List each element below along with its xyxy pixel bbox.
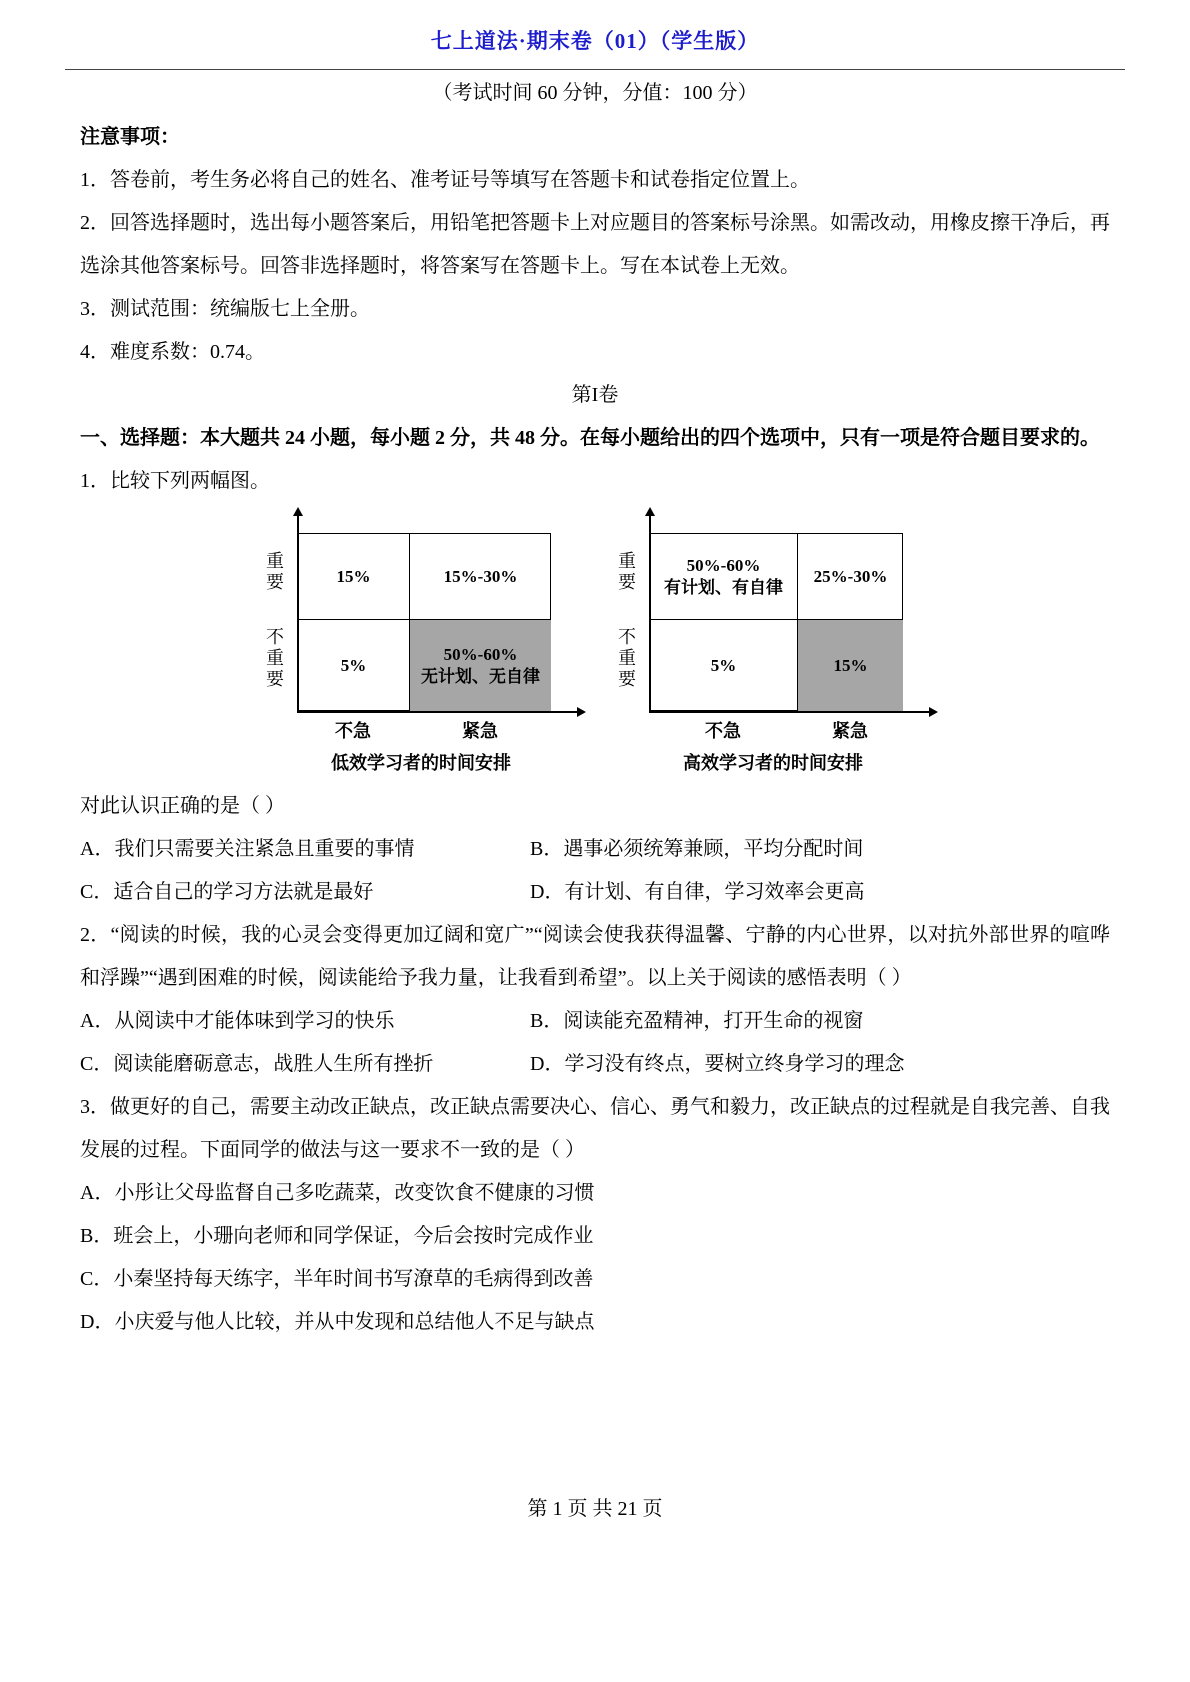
matrix-cell-top-left: 15% [297,533,409,619]
matrix-cell-bottom-right: 15% [797,619,903,711]
q1-options-row-1 [80,828,1110,871]
matrix-caption: 低效学习者的时间安排 [331,753,511,773]
x-axis-labels [649,717,903,745]
q1-option-d: D．有计划、有自律，学习效率会更高 [530,881,865,903]
q1-options-row-2 [80,871,1110,914]
q2-option-a: A．从阅读中才能体味到学习的快乐 [80,1010,395,1032]
cell-description: 有计划、有自律 [664,577,783,597]
time-matrix-high-efficiency [603,511,939,783]
matrix-cell-top-right: 25%-30% [797,533,903,619]
x-axis-labels [297,717,551,745]
x-axis-arrow-icon [577,707,586,717]
y-label-important: 重要 [616,551,636,593]
x-axis-line [649,711,931,713]
q3-option-b: B．班会上，小珊向老师和同学保证，今后会按时完成作业 [80,1225,594,1247]
q3-stem: 3．做更好的自己，需要主动改正缺点，改正缺点需要决心、信心、勇气和毅力，改正缺点的过程就是自我完善、自我发展的过程。下面同学的做法与这一要求不一致的是（ ） [80,1096,1110,1161]
part-label: 第I卷 [571,384,619,406]
q3-option-a: A．小彤让父母监督自己多吃蔬菜，改变饮食不健康的习惯 [80,1182,595,1204]
matrix-cell-top-left [649,533,797,619]
section-heading: 一、选择题：本大题共 24 小题，每小题 2 分，共 48 分。在每小题给出的四个选项中，只有一项是符合题目要求的。 [80,427,1100,449]
matrix-grid [649,533,903,711]
q2-options-row-1 [80,1000,1110,1043]
page-title: 七上道法·期末卷（01）（学生版） [430,29,760,53]
q1-prompt: 对此认识正确的是（ ） [80,795,285,817]
matrix-caption: 高效学习者的时间安排 [683,753,863,773]
q1-option-c: C．适合自己的学习方法就是最好 [80,881,374,903]
x-label-not-urgent: 不急 [705,721,741,741]
exam-subtitle: （考试时间 60 分钟，分值：100 分） [432,82,758,104]
matrix-cell-bottom-left: 5% [297,619,409,711]
q1-option-a: A．我们只需要关注紧急且重要的事情 [80,838,415,860]
x-label-urgent: 紧急 [832,721,868,741]
q2-options-row-2 [80,1043,1110,1086]
q1-figures [80,511,1110,783]
y-axis-arrow-icon [293,507,303,516]
x-label-urgent: 紧急 [462,721,498,741]
q3-option-d: D．小庆爱与他人比较，并从中发现和总结他人不足与缺点 [80,1311,595,1333]
notice-item-4: 4．难度系数：0.74。 [80,341,265,363]
notice-heading: 注意事项： [80,126,180,148]
x-label-not-urgent: 不急 [335,721,371,741]
q1-stem: 1．比较下列两幅图。 [80,470,270,492]
q2-option-d: D．学习没有终点，要树立终身学习的理念 [530,1053,905,1075]
cell-description: 无计划、无自律 [421,666,540,686]
q3-option-c: C．小秦坚持每天练字，半年时间书写潦草的毛病得到改善 [80,1268,594,1290]
matrix-grid [297,533,551,711]
notice-item-3: 3．测试范围：统编版七上全册。 [80,298,370,320]
time-matrix-low-efficiency [251,511,587,783]
y-label-not-important: 不重要 [264,627,284,690]
y-axis-arrow-icon [645,507,655,516]
notice-item-2: 2．回答选择题时，选出每小题答案后，用铅笔把答题卡上对应题目的答案标号涂黑。如需改动，用橡皮擦干净后，再选涂其他答案标号。回答非选择题时，将答案写在答题卡上。写在本试卷上无效。 [80,212,1110,277]
matrix-cell-bottom-right [409,619,551,711]
x-axis-arrow-icon [929,707,938,717]
q1-option-b: B．遇事必须统筹兼顾，平均分配时间 [530,838,864,860]
y-label-important: 重要 [264,551,284,593]
page-number: 第 1 页 共 21 页 [527,1498,663,1520]
q2-stem: 2．“阅读的时候，我的心灵会变得更加辽阔和宽广”“阅读会使我获得温馨、宁静的内心世界，以对抗外部世界的喧哗和浮躁”“遇到困难的时候，阅读能给予我力量，让我看到希望”。以上关于阅读的感悟表明（ ） [80,924,1110,989]
matrix-cell-bottom-left: 5% [649,619,797,711]
q2-option-b: B．阅读能充盈精神，打开生命的视窗 [530,1010,864,1032]
cell-percentage: 50%-60% [443,644,518,664]
notice-item-1: 1．答卷前，考生务必将自己的姓名、准考证号等填写在答题卡和试卷指定位置上。 [80,169,810,191]
cell-percentage: 50%-60% [686,555,761,575]
q2-option-c: C．阅读能磨砺意志，战胜人生所有挫折 [80,1053,434,1075]
matrix-cell-top-right: 15%-30% [409,533,551,619]
x-axis-line [297,711,579,713]
y-label-not-important: 不重要 [616,627,636,690]
